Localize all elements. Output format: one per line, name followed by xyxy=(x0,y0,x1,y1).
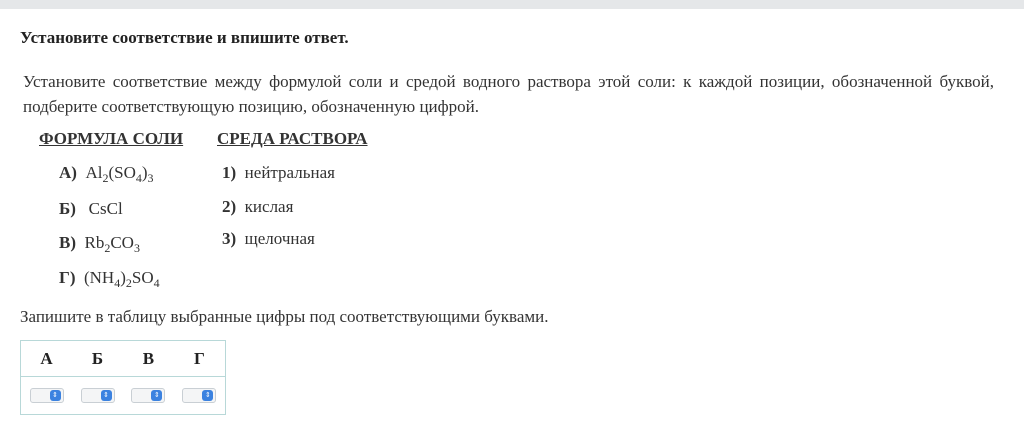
up-down-arrows-icon: ⇕ xyxy=(202,390,213,401)
formula-label: Б) xyxy=(59,199,76,218)
formula-label: В) xyxy=(59,233,76,252)
formula: $Rb_2CO_3$ xyxy=(84,233,140,255)
answer-header-b: Б xyxy=(72,341,123,377)
formula: CsCl xyxy=(88,199,123,218)
answer-table xyxy=(20,340,226,415)
formula: $Al_2(SO_4)_3$ xyxy=(85,163,154,185)
formula: $(NH_4)_2SO_4$ xyxy=(83,268,160,290)
formula-label: Г) xyxy=(59,268,76,287)
answer-table-select-row xyxy=(21,377,226,415)
task-title: Установите соответствие и впишите ответ. xyxy=(20,28,349,47)
environment-item-3 xyxy=(222,229,315,249)
formula-label: А) xyxy=(59,163,77,182)
formula-item-v xyxy=(59,233,140,253)
top-bar xyxy=(0,0,1024,9)
answer-header-g: Г xyxy=(174,341,226,377)
formula-item-b xyxy=(59,199,123,219)
formula-item-g xyxy=(59,268,160,288)
environment-column-header: СРЕДА РАСТВОРА xyxy=(217,129,368,148)
answer-select-v[interactable] xyxy=(131,388,165,403)
instruction-text: Запишите в таблицу выбранные цифры под соответствующими буквами. xyxy=(20,307,549,326)
up-down-arrows-icon: ⇕ xyxy=(101,390,112,401)
answer-header-a: А xyxy=(21,341,73,377)
answer-select-a[interactable] xyxy=(30,388,64,403)
answer-select-b[interactable] xyxy=(81,388,115,403)
answer-header-v: В xyxy=(123,341,174,377)
up-down-arrows-icon: ⇕ xyxy=(151,390,162,401)
up-down-arrows-icon: ⇕ xyxy=(50,390,61,401)
formula-item-a xyxy=(59,163,154,183)
answer-table-header-row xyxy=(21,341,226,377)
environment-item-1 xyxy=(222,163,335,183)
task-text: Установите соответствие между формулой соли и средой водного раствора этой соли: к каждой позиции, обозначенной буквой, подберите соответствующую позицию, обозначенную цифрой. xyxy=(23,72,994,116)
environment-label: 1) xyxy=(222,163,237,182)
formula-column-header: ФОРМУЛА СОЛИ xyxy=(39,129,184,148)
environment-text: кислая xyxy=(244,197,294,216)
environment-text: щелочная xyxy=(244,229,315,248)
environment-label: 3) xyxy=(222,229,237,248)
environment-text: нейтральная xyxy=(244,163,335,182)
environment-label: 2) xyxy=(222,197,237,216)
environment-item-2 xyxy=(222,197,293,217)
answer-select-g[interactable] xyxy=(182,388,216,403)
